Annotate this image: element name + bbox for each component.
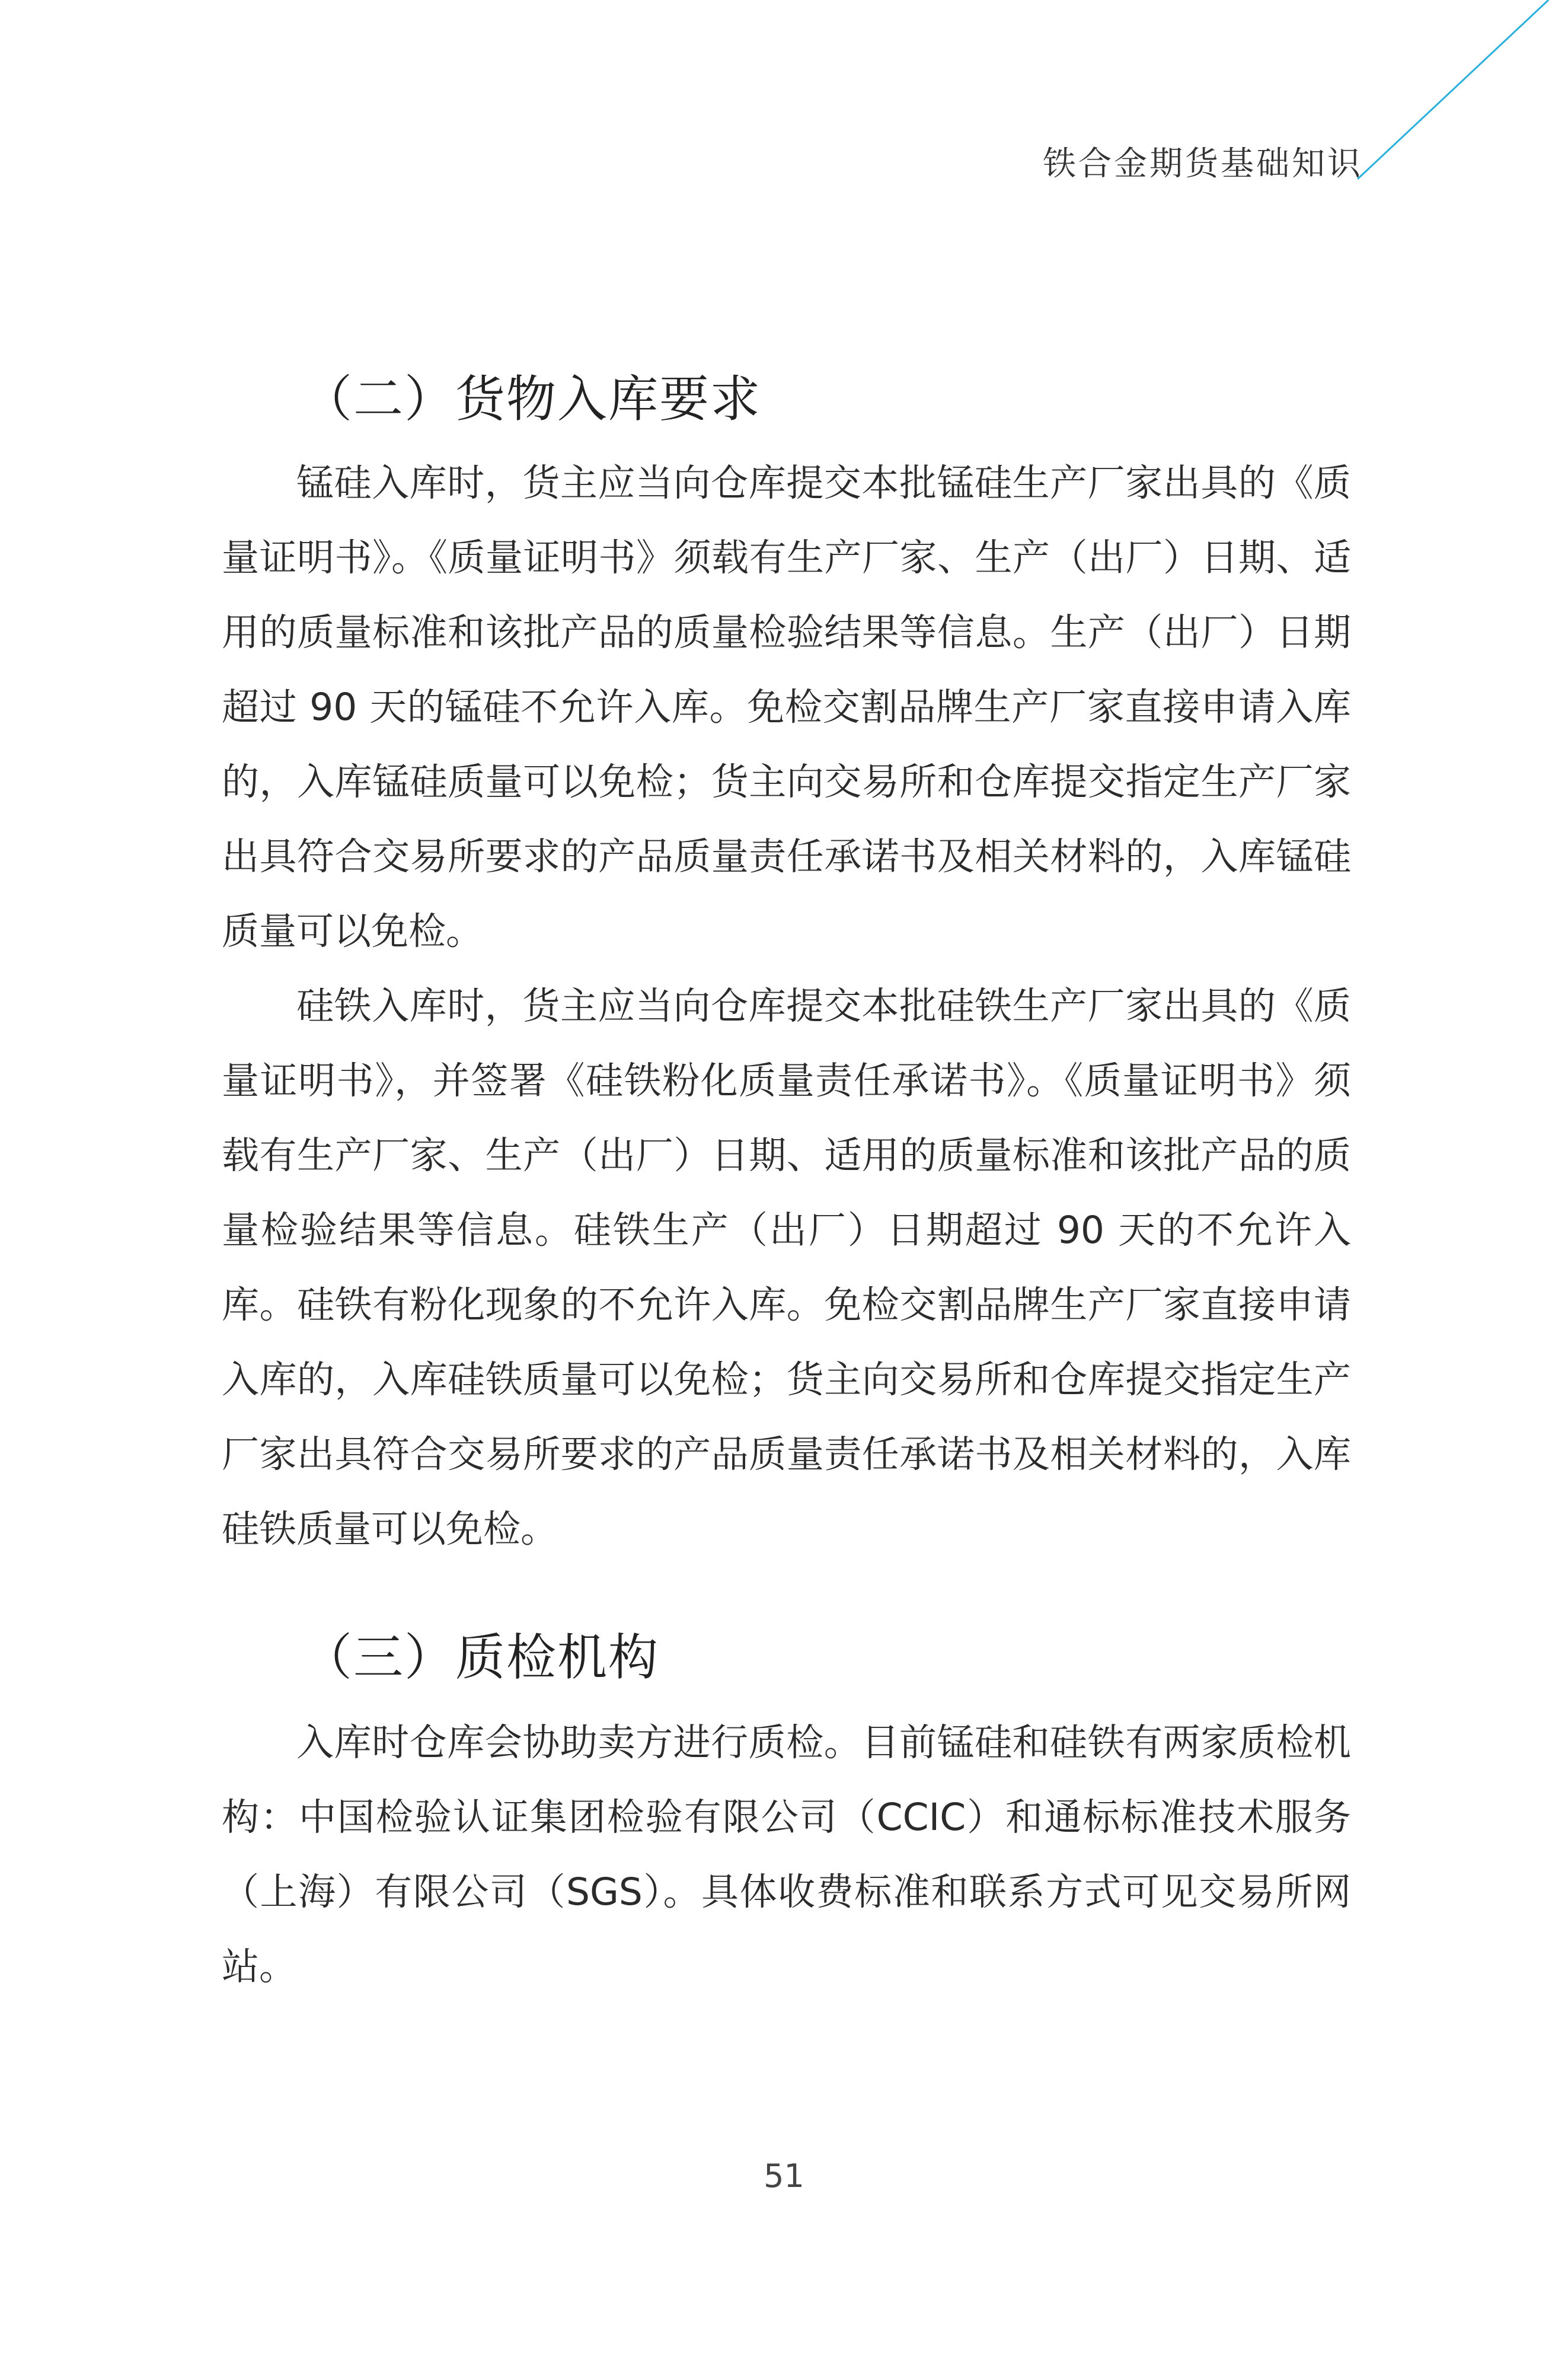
section-heading-goods-warehousing: （二）货物入库要求 <box>302 370 762 428</box>
paragraph-silicomanganese-warehousing: 锰硅入库时，货主应当向仓库提交本批锰硅生产厂家出具的《质量证明书》。《质量证明书》须载有生产厂家、生产（出厂）日期、适用的质量标准和该批产品的质量检验结果等信息。生产（出厂）日期超过 90 天的锰硅不允许入库。免检交割品牌生产厂家直接申请入库的，入库锰硅质量可以免检；货主向交易所和仓库提交指定生产厂家出具符合交易所要求的产品质量责任承诺书及相关材料的，入库锰硅质量可以免检。 <box>222 461 1351 953</box>
section-heading-inspection-agencies: （三）质检机构 <box>302 1628 660 1686</box>
paragraph-inspection-agencies: 入库时仓库会协助卖方进行质检。目前锰硅和硅铁有两家质检机构：中国检验认证集团检验有限公司（CCIC）和通标标准技术服务（上海）有限公司（SGS）。具体收费标准和联系方式可见交易所网站。 <box>222 1721 1351 1988</box>
running-head: 铁合金期货基础知识 <box>1043 145 1363 183</box>
section-body-inspection-agencies <box>222 1705 1351 2004</box>
page-number: 51 <box>764 2157 804 2195</box>
section-body-goods-warehousing <box>222 446 1351 1567</box>
paragraph-ferrosilicon-warehousing: 硅铁入库时，货主应当向仓库提交本批硅铁生产厂家出具的《质量证明书》，并签署《硅铁粉化质量责任承诺书》。《质量证明书》须载有生产厂家、生产（出厂）日期、适用的质量标准和该批产品的质量检验结果等信息。硅铁生产（出厂）日期超过 90 天的不允许入库。硅铁有粉化现象的不允许入库。免检交割品牌生产厂家直接申请入库的，入库硅铁质量可以免检；货主向交易所和仓库提交指定生产厂家出具符合交易所要求的产品质量责任承诺书及相关材料的，入库硅铁质量可以免检。 <box>222 984 1351 1551</box>
